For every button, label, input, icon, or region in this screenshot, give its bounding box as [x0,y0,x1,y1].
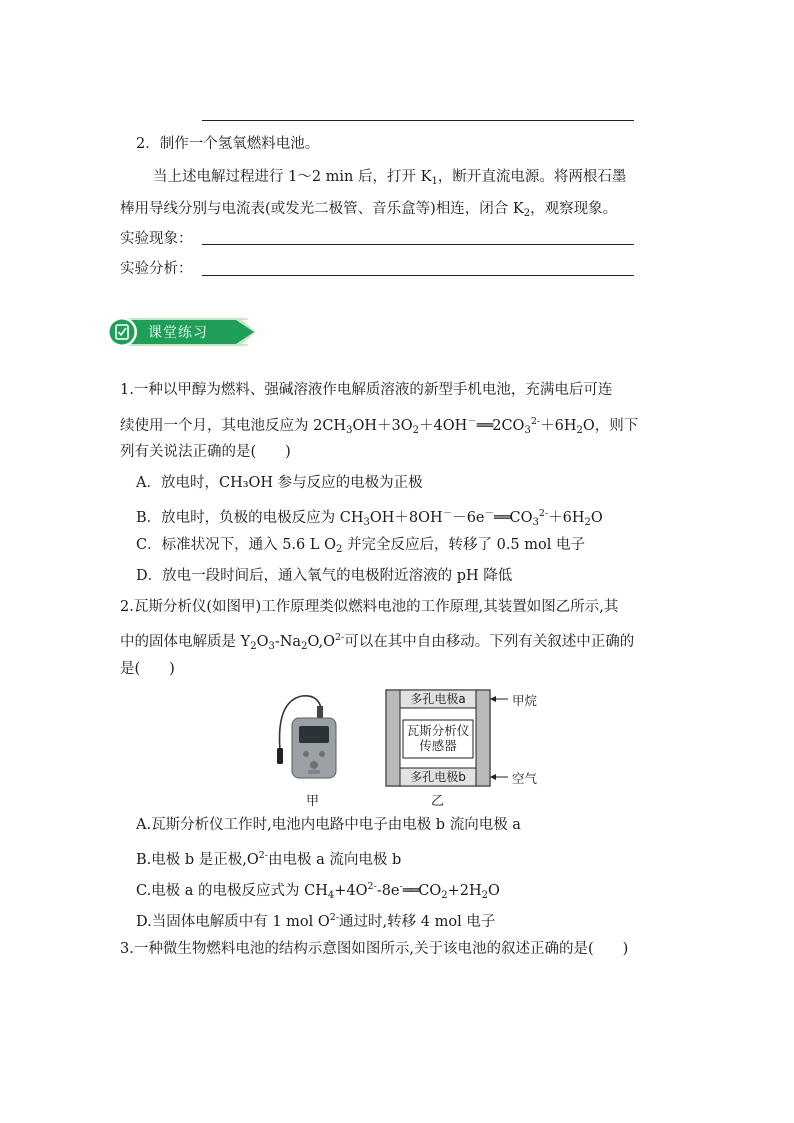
q1-stem: 1.一种以甲醇为燃料、强碱溶液作电解质溶液的新型手机电池，充满电后可连 [120,382,613,398]
q2-option-c[interactable]: C.电极 a 的电极反应式为 $CH_4+4O^{2-}-8e^-══CO_2+2H_2O$ [136,881,500,901]
q2-stem: 是( ) [120,661,175,677]
figure-label-jia: 甲 [306,794,320,809]
analysis-answer-line[interactable] [202,275,634,276]
analysis-label: 实验分析： [120,261,193,277]
q1-option-b[interactable]: B．放电时，负极的电极反应为 $CH_3OH+8OH^--6e^-══CO_3^{2-}+6H_2O$ [136,508,603,528]
answer-line-top [202,120,634,121]
electrode-a-label: 多孔电极a [410,692,466,706]
figure-label-yi: 乙 [431,794,445,809]
section-title: 2．制作一个氢氧燃料电池。 [136,136,320,152]
sensor-label: 瓦斯分析仪 传感器 [406,723,470,753]
section-banner [104,314,272,350]
q1-option-c[interactable]: C．标准状况下，通入 5.6 L $O_2$ 并完全反应后，转移了 0.5 mol 电子 [136,537,585,555]
q2-option-b[interactable]: B.电极 b 是正极$,O^{2-}$由电极 a 流向电极 b [136,850,402,868]
banner-label: 课堂练习 [148,325,208,341]
paragraph-line: 棒用导线分别与电流表(或发光二极管、音乐盒等)相连，闭合 $K_2$，观察现象。 [120,201,618,219]
q2-option-d[interactable]: D.当固体电解质中有 1 mol $O^{2-}$通过时,转移 4 mol 电子 [136,912,496,930]
q2-figure [268,684,558,808]
methane-label: 甲烷 [512,693,538,708]
q1-stem: 列有关说法正确的是( ) [120,444,291,460]
q2-option-a[interactable]: A.瓦斯分析仪工作时,电池内电路中电子由电极 b 流向电极 a [136,817,521,833]
phenomenon-answer-line[interactable] [202,244,634,245]
phenomenon-label: 实验现象： [120,231,193,247]
q1-stem: 续使用一个月，其电池反应为 $2CH_3OH+3O_2+4OH^-══2CO_3^{2-}+6H_2O$，则下 [120,416,639,436]
paragraph-line: 当上述电解过程进行 1～2 min 后，打开 $K_1$，断开直流电源。将两根石墨 [153,169,627,187]
q2-stem: 中的固体电解质是 $Y_2O_3-Na_2O,O^{2-}$可以在其中自由移动。下列有关叙述中正确的 [120,632,635,652]
air-label: 空气 [512,771,538,786]
q2-stem: 2.瓦斯分析仪(如图甲)工作原理类似燃料电池的工作原理,其装置如图乙所示,其 [120,599,619,615]
pencil-check-icon [104,314,140,350]
q1-option-d[interactable]: D．放电一段时间后，通入氧气的电极附近溶液的 pH 降低 [136,568,513,584]
q3-stem: 3.一种微生物燃料电池的结构示意图如图所示,关于该电池的叙述正确的是( ) [120,941,629,957]
q1-option-a[interactable]: A．放电时，CH₃OH 参与反应的电极为正极 [136,475,423,491]
gas-analyzer-device-icon [277,696,336,778]
electrode-b-label: 多孔电极b [410,770,466,784]
